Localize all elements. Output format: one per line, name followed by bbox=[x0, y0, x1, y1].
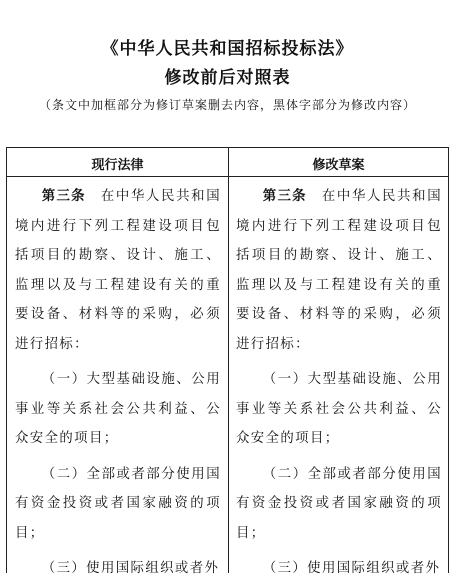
article-item-3: （三）使用国际组织或者外 bbox=[262, 561, 441, 576]
document-subtitle-title: 修改前后对照表 bbox=[164, 68, 291, 88]
document-note: （条文中加框部分为修订草案删去内容，黑体字部分为修改内容） bbox=[38, 98, 416, 112]
column-divider bbox=[228, 148, 229, 573]
column-header-current-law: 现行法律 bbox=[91, 158, 144, 173]
draft-amendment-cell bbox=[236, 182, 442, 584]
article-paragraph bbox=[236, 182, 442, 359]
article-item-1: （一）大型基础设施、公用事业等关系社会公共利益、公众安全的项目； bbox=[236, 372, 442, 446]
article-item-2: （二）全部或者部分使用国有资金投资或者国家融资的项目； bbox=[15, 466, 221, 541]
comparison-table bbox=[6, 147, 449, 576]
current-law-cell bbox=[15, 182, 221, 584]
article-item-1: （一）大型基础设施、公用事业等关系社会公共利益、公众安全的项目； bbox=[15, 372, 221, 446]
column-header-draft-amendment: 修改草案 bbox=[312, 158, 365, 173]
header-divider bbox=[7, 176, 448, 177]
article-text: 在中华人民共和国境内进行下列工程建设项目包括项目的勘察、设计、施工、监理以及与工程建设有关的重要设备、材料等的采购，必须进行招标： bbox=[15, 189, 222, 352]
article-paragraph bbox=[15, 182, 221, 359]
article-item-3: （三）使用国际组织或者外 bbox=[41, 561, 220, 576]
article-label: 第三条 bbox=[41, 189, 86, 204]
article-text: 在中华人民共和国境内进行下列工程建设项目包括项目的勘察、设计、施工、监理以及与工程建设有关的重要设备、材料等的采购，必须进行招标： bbox=[236, 189, 443, 352]
document-title: 《中华人民共和国招标投标法》 bbox=[101, 39, 354, 59]
article-item-2: （二）全部或者部分使用国有资金投资或者国家融资的项目； bbox=[236, 466, 442, 541]
article-label: 第三条 bbox=[262, 189, 307, 204]
